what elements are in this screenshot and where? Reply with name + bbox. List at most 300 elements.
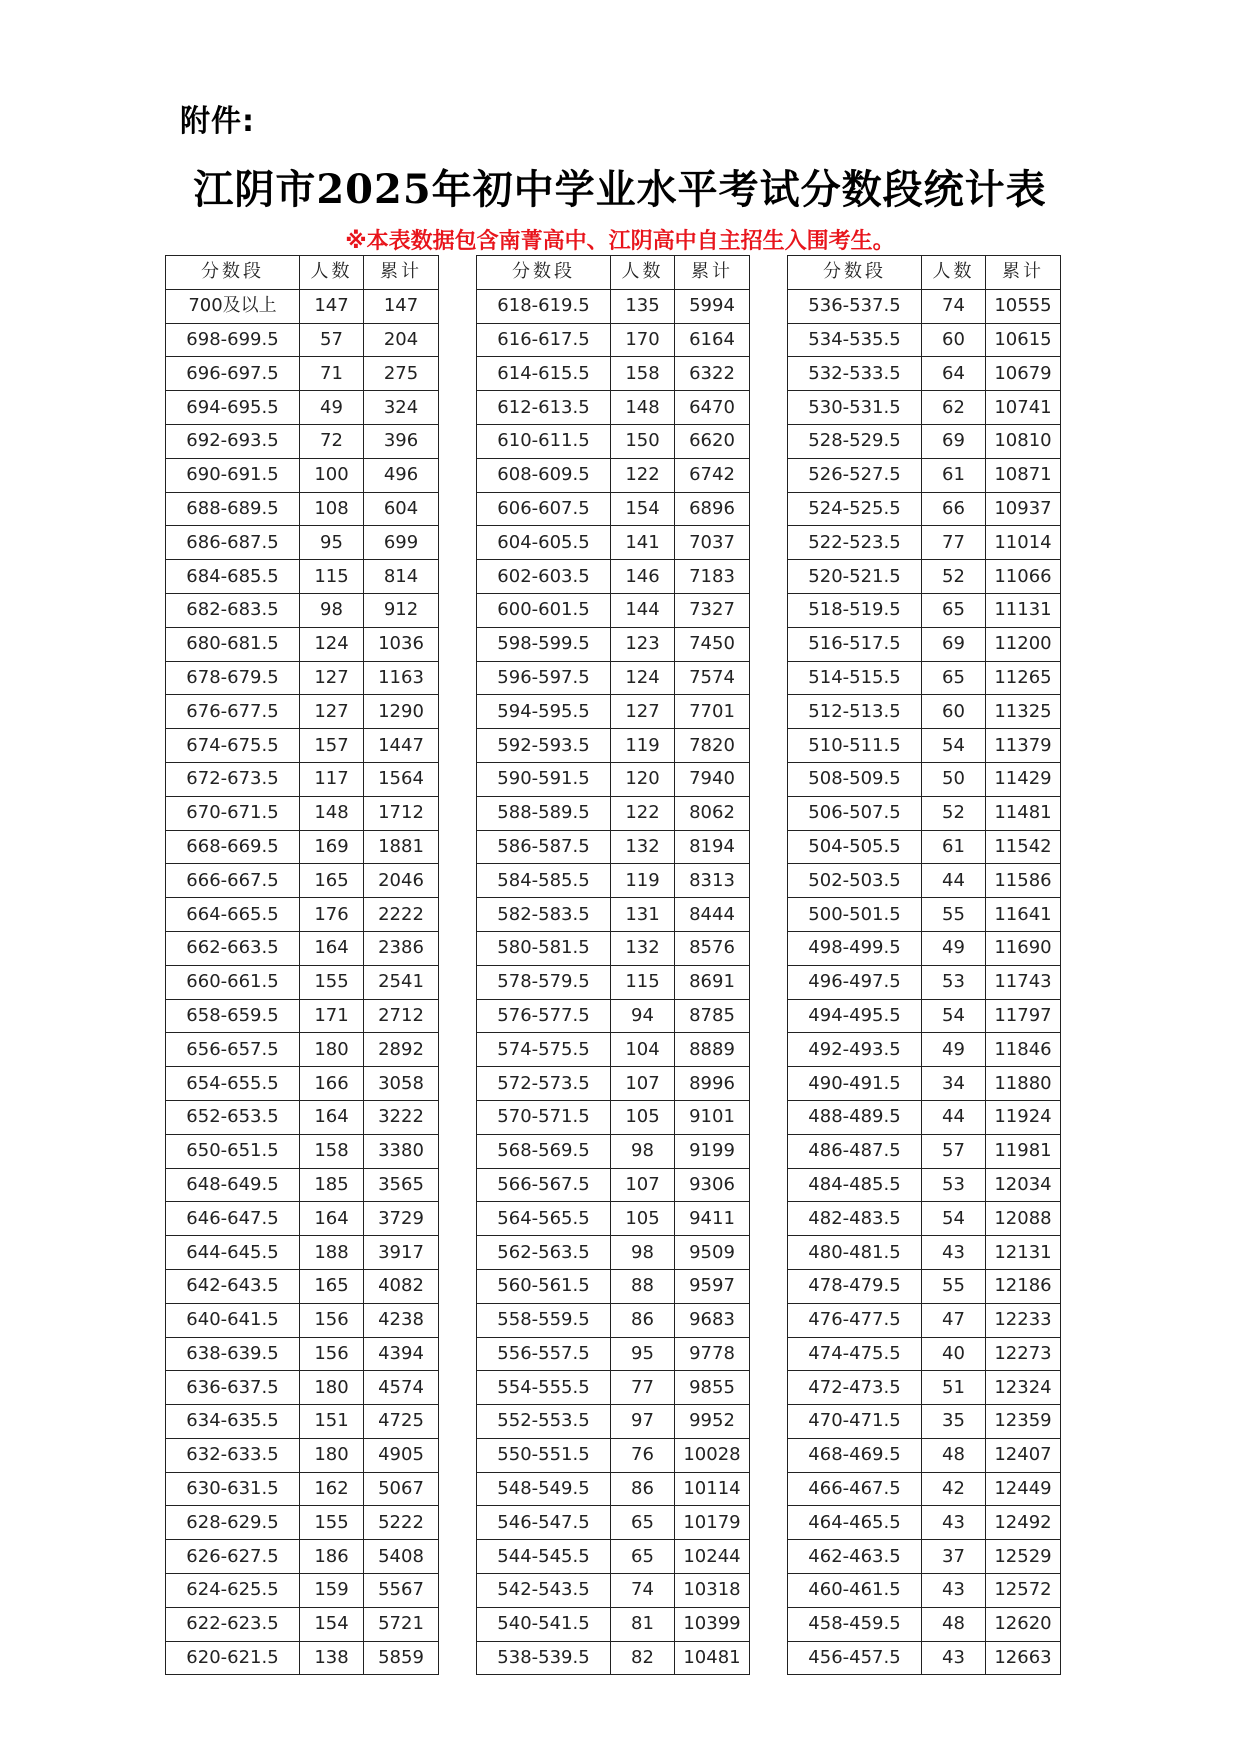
table-row [166,593,439,627]
cell-cumulative: 2541 [364,965,439,999]
header-count: 人数 [922,256,986,290]
cell-score-range: 534-535.5 [788,323,922,357]
cell-cumulative: 9597 [675,1269,750,1303]
cell-score-range: 622-623.5 [166,1607,300,1641]
cell-cumulative: 6470 [675,391,750,425]
table-row [477,1540,750,1574]
cell-score-range: 668-669.5 [166,830,300,864]
cell-count: 66 [922,492,986,526]
cell-score-range: 528-529.5 [788,424,922,458]
cell-cumulative: 3565 [364,1168,439,1202]
cell-cumulative: 8062 [675,796,750,830]
table-row [788,1607,1061,1641]
cell-count: 115 [300,560,364,594]
cell-cumulative: 11265 [986,661,1061,695]
cell-cumulative: 11200 [986,627,1061,661]
score-table-1 [165,255,439,1675]
cell-count: 49 [922,1033,986,1067]
cell-count: 154 [300,1607,364,1641]
cell-cumulative: 814 [364,560,439,594]
cell-cumulative: 9199 [675,1134,750,1168]
cell-count: 157 [300,729,364,763]
cell-cumulative: 11846 [986,1033,1061,1067]
cell-cumulative: 11586 [986,864,1061,898]
cell-count: 54 [922,999,986,1033]
cell-count: 54 [922,1202,986,1236]
table-row [166,289,439,323]
cell-score-range: 640-641.5 [166,1303,300,1337]
cell-count: 69 [922,627,986,661]
cell-cumulative: 10244 [675,1540,750,1574]
cell-score-range: 618-619.5 [477,289,611,323]
cell-count: 105 [611,1202,675,1236]
cell-score-range: 682-683.5 [166,593,300,627]
cell-count: 124 [300,627,364,661]
cell-cumulative: 10318 [675,1574,750,1608]
cell-count: 65 [922,593,986,627]
cell-count: 105 [611,1100,675,1134]
cell-score-range: 572-573.5 [477,1067,611,1101]
cell-cumulative: 11066 [986,560,1061,594]
header-score-range: 分数段 [788,256,922,290]
cell-cumulative: 9411 [675,1202,750,1236]
cell-count: 165 [300,1269,364,1303]
cell-count: 49 [300,391,364,425]
cell-count: 148 [611,391,675,425]
cell-score-range: 512-513.5 [788,695,922,729]
cell-count: 53 [922,965,986,999]
cell-cumulative: 10114 [675,1472,750,1506]
cell-cumulative: 2892 [364,1033,439,1067]
table-row [166,391,439,425]
table-row [166,1540,439,1574]
cell-score-range: 626-627.5 [166,1540,300,1574]
cell-score-range: 662-663.5 [166,931,300,965]
table-row [477,898,750,932]
cell-cumulative: 12492 [986,1506,1061,1540]
cell-score-range: 606-607.5 [477,492,611,526]
cell-cumulative: 9306 [675,1168,750,1202]
table-row [477,1033,750,1067]
cell-count: 86 [611,1303,675,1337]
cell-score-range: 514-515.5 [788,661,922,695]
header-cumulative: 累计 [986,256,1061,290]
cell-cumulative: 147 [364,289,439,323]
cell-score-range: 598-599.5 [477,627,611,661]
cell-score-range: 560-561.5 [477,1269,611,1303]
cell-cumulative: 10028 [675,1438,750,1472]
cell-score-range: 552-553.5 [477,1405,611,1439]
table-row [477,1405,750,1439]
cell-cumulative: 5859 [364,1641,439,1675]
cell-cumulative: 8996 [675,1067,750,1101]
cell-count: 88 [611,1269,675,1303]
cell-count: 132 [611,931,675,965]
cell-cumulative: 2712 [364,999,439,1033]
cell-score-range: 630-631.5 [166,1472,300,1506]
table-row [166,1371,439,1405]
cell-cumulative: 10615 [986,323,1061,357]
cell-count: 74 [611,1574,675,1608]
cell-count: 180 [300,1371,364,1405]
cell-count: 43 [922,1641,986,1675]
cell-cumulative: 10679 [986,357,1061,391]
cell-count: 69 [922,424,986,458]
cell-count: 176 [300,898,364,932]
table-row [166,931,439,965]
cell-score-range: 526-527.5 [788,458,922,492]
cell-cumulative: 1447 [364,729,439,763]
table-row [477,965,750,999]
cell-count: 61 [922,458,986,492]
cell-score-range: 602-603.5 [477,560,611,594]
table-row [788,323,1061,357]
table-row [788,1438,1061,1472]
cell-cumulative: 9101 [675,1100,750,1134]
cell-count: 127 [611,695,675,729]
header-count: 人数 [611,256,675,290]
cell-count: 51 [922,1371,986,1405]
cell-cumulative: 7701 [675,695,750,729]
cell-score-range: 474-475.5 [788,1337,922,1371]
header-score-range: 分数段 [477,256,611,290]
cell-count: 55 [922,1269,986,1303]
table-row [477,526,750,560]
table-row [477,357,750,391]
table-row [788,1540,1061,1574]
cell-score-range: 600-601.5 [477,593,611,627]
cell-score-range: 698-699.5 [166,323,300,357]
cell-count: 43 [922,1574,986,1608]
cell-cumulative: 6742 [675,458,750,492]
cell-cumulative: 3729 [364,1202,439,1236]
cell-count: 82 [611,1641,675,1675]
cell-cumulative: 1290 [364,695,439,729]
cell-count: 158 [611,357,675,391]
table-row [166,796,439,830]
table-row [788,931,1061,965]
cell-cumulative: 12088 [986,1202,1061,1236]
table-row [166,323,439,357]
cell-count: 53 [922,1168,986,1202]
cell-count: 138 [300,1641,364,1675]
cell-count: 62 [922,391,986,425]
cell-score-range: 516-517.5 [788,627,922,661]
table-row [477,830,750,864]
cell-cumulative: 8889 [675,1033,750,1067]
cell-cumulative: 12034 [986,1168,1061,1202]
cell-count: 155 [300,965,364,999]
table-row [477,661,750,695]
cell-count: 141 [611,526,675,560]
cell-cumulative: 12324 [986,1371,1061,1405]
cell-score-range: 544-545.5 [477,1540,611,1574]
cell-count: 131 [611,898,675,932]
cell-cumulative: 8576 [675,931,750,965]
cell-cumulative: 6620 [675,424,750,458]
cell-score-range: 562-563.5 [477,1236,611,1270]
cell-count: 169 [300,830,364,864]
cell-cumulative: 7574 [675,661,750,695]
table-row [788,492,1061,526]
cell-count: 47 [922,1303,986,1337]
cell-score-range: 652-653.5 [166,1100,300,1134]
cell-score-range: 678-679.5 [166,661,300,695]
table-row [477,1506,750,1540]
table-row [788,1269,1061,1303]
table-row [788,898,1061,932]
cell-count: 81 [611,1607,675,1641]
cell-cumulative: 11542 [986,830,1061,864]
cell-cumulative: 7450 [675,627,750,661]
table-row [788,965,1061,999]
cell-count: 132 [611,830,675,864]
cell-cumulative: 10555 [986,289,1061,323]
table-row [477,1236,750,1270]
cell-score-range: 470-471.5 [788,1405,922,1439]
cell-score-range: 576-577.5 [477,999,611,1033]
cell-score-range: 490-491.5 [788,1067,922,1101]
table-row [166,1607,439,1641]
table-row [788,1472,1061,1506]
cell-count: 54 [922,729,986,763]
cell-score-range: 520-521.5 [788,560,922,594]
cell-cumulative: 1712 [364,796,439,830]
data-note: ※本表数据包含南菁高中、江阴高中自主招生入围考生。 [345,229,895,254]
cell-score-range: 670-671.5 [166,796,300,830]
cell-count: 94 [611,999,675,1033]
cell-score-range: 592-593.5 [477,729,611,763]
cell-cumulative: 1036 [364,627,439,661]
cell-score-range: 690-691.5 [166,458,300,492]
cell-cumulative: 7940 [675,762,750,796]
cell-count: 34 [922,1067,986,1101]
cell-cumulative: 11481 [986,796,1061,830]
cell-count: 100 [300,458,364,492]
table-row [477,796,750,830]
cell-cumulative: 1881 [364,830,439,864]
table-row [788,391,1061,425]
cell-score-range: 686-687.5 [166,526,300,560]
cell-score-range: 656-657.5 [166,1033,300,1067]
cell-cumulative: 8444 [675,898,750,932]
table-row [166,1269,439,1303]
cell-cumulative: 11880 [986,1067,1061,1101]
cell-cumulative: 5567 [364,1574,439,1608]
cell-cumulative: 3917 [364,1236,439,1270]
cell-score-range: 632-633.5 [166,1438,300,1472]
cell-count: 188 [300,1236,364,1270]
cell-score-range: 674-675.5 [166,729,300,763]
header-score-range: 分数段 [166,256,300,290]
cell-score-range: 684-685.5 [166,560,300,594]
score-table-2 [476,255,750,1675]
cell-cumulative: 7037 [675,526,750,560]
table-row [477,1303,750,1337]
cell-cumulative: 1163 [364,661,439,695]
header-row [477,256,750,290]
cell-score-range: 498-499.5 [788,931,922,965]
table-row [166,999,439,1033]
table-row [166,830,439,864]
cell-score-range: 558-559.5 [477,1303,611,1337]
cell-score-range: 538-539.5 [477,1641,611,1675]
table-row [788,864,1061,898]
cell-count: 98 [611,1134,675,1168]
cell-score-range: 666-667.5 [166,864,300,898]
cell-cumulative: 10481 [675,1641,750,1675]
cell-score-range: 564-565.5 [477,1202,611,1236]
table-row [788,1067,1061,1101]
cell-cumulative: 11131 [986,593,1061,627]
table-row [788,1641,1061,1675]
cell-cumulative: 5067 [364,1472,439,1506]
cell-score-range: 628-629.5 [166,1506,300,1540]
cell-score-range: 464-465.5 [788,1506,922,1540]
cell-score-range: 642-643.5 [166,1269,300,1303]
cell-score-range: 480-481.5 [788,1236,922,1270]
cell-score-range: 672-673.5 [166,762,300,796]
cell-cumulative: 204 [364,323,439,357]
cell-cumulative: 396 [364,424,439,458]
cell-count: 37 [922,1540,986,1574]
cell-score-range: 530-531.5 [788,391,922,425]
cell-cumulative: 11325 [986,695,1061,729]
cell-score-range: 570-571.5 [477,1100,611,1134]
cell-count: 95 [611,1337,675,1371]
table-row [166,492,439,526]
cell-score-range: 468-469.5 [788,1438,922,1472]
table-row [477,1337,750,1371]
cell-count: 43 [922,1236,986,1270]
cell-cumulative: 10871 [986,458,1061,492]
cell-score-range: 456-457.5 [788,1641,922,1675]
cell-count: 115 [611,965,675,999]
table-row [477,391,750,425]
cell-score-range: 612-613.5 [477,391,611,425]
table-row [477,1168,750,1202]
cell-cumulative: 10810 [986,424,1061,458]
cell-cumulative: 4238 [364,1303,439,1337]
cell-count: 42 [922,1472,986,1506]
cell-cumulative: 12186 [986,1269,1061,1303]
cell-score-range: 488-489.5 [788,1100,922,1134]
cell-score-range: 504-505.5 [788,830,922,864]
cell-score-range: 692-693.5 [166,424,300,458]
table-row [166,1202,439,1236]
cell-score-range: 550-551.5 [477,1438,611,1472]
cell-count: 65 [611,1506,675,1540]
cell-cumulative: 275 [364,357,439,391]
table-row [477,1641,750,1675]
table-row [166,1168,439,1202]
table-row [788,357,1061,391]
cell-count: 120 [611,762,675,796]
cell-cumulative: 9683 [675,1303,750,1337]
cell-score-range: 518-519.5 [788,593,922,627]
cell-cumulative: 11981 [986,1134,1061,1168]
cell-score-range: 700及以上 [166,289,300,323]
cell-score-range: 654-655.5 [166,1067,300,1101]
table-row [477,1067,750,1101]
table-row [166,1438,439,1472]
table-row [788,1574,1061,1608]
cell-score-range: 664-665.5 [166,898,300,932]
table-row [477,560,750,594]
cell-cumulative: 10399 [675,1607,750,1641]
table-row [166,1067,439,1101]
table-row [477,323,750,357]
cell-count: 186 [300,1540,364,1574]
table-row [166,729,439,763]
table-row [166,864,439,898]
cell-score-range: 658-659.5 [166,999,300,1033]
table-row [788,1506,1061,1540]
cell-score-range: 566-567.5 [477,1168,611,1202]
cell-count: 122 [611,796,675,830]
table-row [788,1033,1061,1067]
table-row [788,593,1061,627]
table-row [477,695,750,729]
cell-count: 127 [300,695,364,729]
table-row [166,458,439,492]
cell-count: 146 [611,560,675,594]
cell-score-range: 476-477.5 [788,1303,922,1337]
table-row [788,526,1061,560]
cell-cumulative: 12620 [986,1607,1061,1641]
cell-cumulative: 4394 [364,1337,439,1371]
cell-score-range: 492-493.5 [788,1033,922,1067]
table-row [788,762,1061,796]
cell-cumulative: 3058 [364,1067,439,1101]
cell-score-range: 676-677.5 [166,695,300,729]
cell-score-range: 696-697.5 [166,357,300,391]
cell-score-range: 502-503.5 [788,864,922,898]
cell-cumulative: 4725 [364,1405,439,1439]
table-row [166,1100,439,1134]
table-row [788,1337,1061,1371]
cell-score-range: 582-583.5 [477,898,611,932]
cell-count: 60 [922,695,986,729]
header-row [788,256,1061,290]
table-row [788,796,1061,830]
cell-score-range: 694-695.5 [166,391,300,425]
cell-score-range: 680-681.5 [166,627,300,661]
table-row [166,560,439,594]
table-row [477,1574,750,1608]
cell-cumulative: 6896 [675,492,750,526]
table-row [477,999,750,1033]
cell-count: 127 [300,661,364,695]
cell-score-range: 636-637.5 [166,1371,300,1405]
cell-score-range: 458-459.5 [788,1607,922,1641]
cell-count: 86 [611,1472,675,1506]
cell-score-range: 524-525.5 [788,492,922,526]
table-row [477,762,750,796]
cell-count: 165 [300,864,364,898]
cell-count: 43 [922,1506,986,1540]
cell-cumulative: 8785 [675,999,750,1033]
cell-count: 44 [922,1100,986,1134]
cell-score-range: 556-557.5 [477,1337,611,1371]
cell-score-range: 646-647.5 [166,1202,300,1236]
cell-cumulative: 1564 [364,762,439,796]
table-row [166,1574,439,1608]
cell-score-range: 536-537.5 [788,289,922,323]
cell-score-range: 508-509.5 [788,762,922,796]
cell-count: 52 [922,560,986,594]
cell-cumulative: 496 [364,458,439,492]
